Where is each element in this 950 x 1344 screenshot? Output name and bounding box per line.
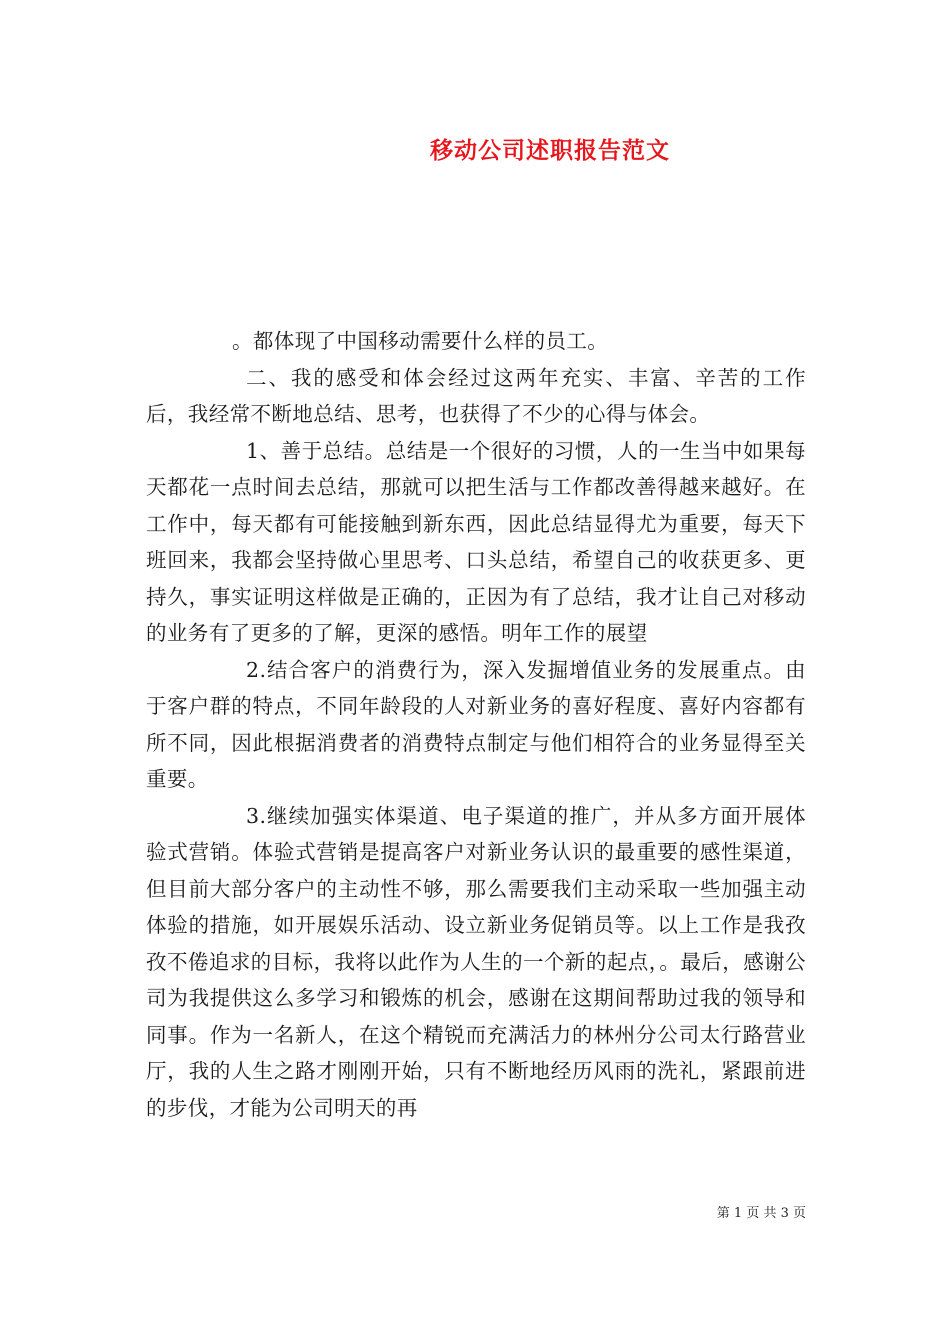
paragraph-4: 2.结合客户的消费行为，深入发掘增值业务的发展重点。由于客户群的特点，不同年龄段的人对新业务的喜好程度、喜好内容都有所不同，因此根据消费者的消费特点制定与他们相符合的业务显得至关重要。 <box>146 657 806 791</box>
paragraph-3: 1、善于总结。总结是一个很好的习惯，人的一生当中如果每天都花一点时间去总结，那就可以把生活与工作都改善得越来越好。在工作中，每天都有可能接触到新东西，因此总结显得尤为重要，每天下班回来，我都会坚持做心里思考、口头总结，希望自己的收获更多、更持久，事实证明这样做是正确的，正因为有了总结，我才让自己对移动的业务有了更多的了解，更深的感悟。明年工作的展望 <box>146 438 806 645</box>
paragraph-1: 。都体现了中国移动需要什么样的员工。 <box>232 329 609 353</box>
document-body <box>146 323 806 1126</box>
paragraph-2: 二、我的感受和体会经过这两年充实、丰富、辛苦的工作后，我经常不断地总结、思考，也获得了不少的心得与体会。 <box>146 365 806 426</box>
page-number: 第 1 页 共 3 页 <box>716 1206 806 1221</box>
document-title: 移动公司述职报告范文 <box>430 137 670 164</box>
paragraph-5: 3.继续加强实体渠道、电子渠道的推广，并从多方面开展体验式营销。体验式营销是提高客户对新业务认识的最重要的感性渠道，但目前大部分客户的主动性不够，那么需要我们主动采取一些加强主动体验的措施，如开展娱乐活动、设立新业务促销员等。以上工作是我孜孜不倦追求的目标，我将以此作为人生的一个新的起点，。最后，感谢公司为我提供这么多学习和锻炼的机会，感谢在这期间帮助过我的领导和同事。作为一名新人，在这个精锐而充满活力的林州分公司太行路营业厅，我的人生之路才刚刚开始，只有不断地经历风雨的洗礼，紧跟前进的步伐，才能为公司明天的再 <box>146 803 806 1120</box>
